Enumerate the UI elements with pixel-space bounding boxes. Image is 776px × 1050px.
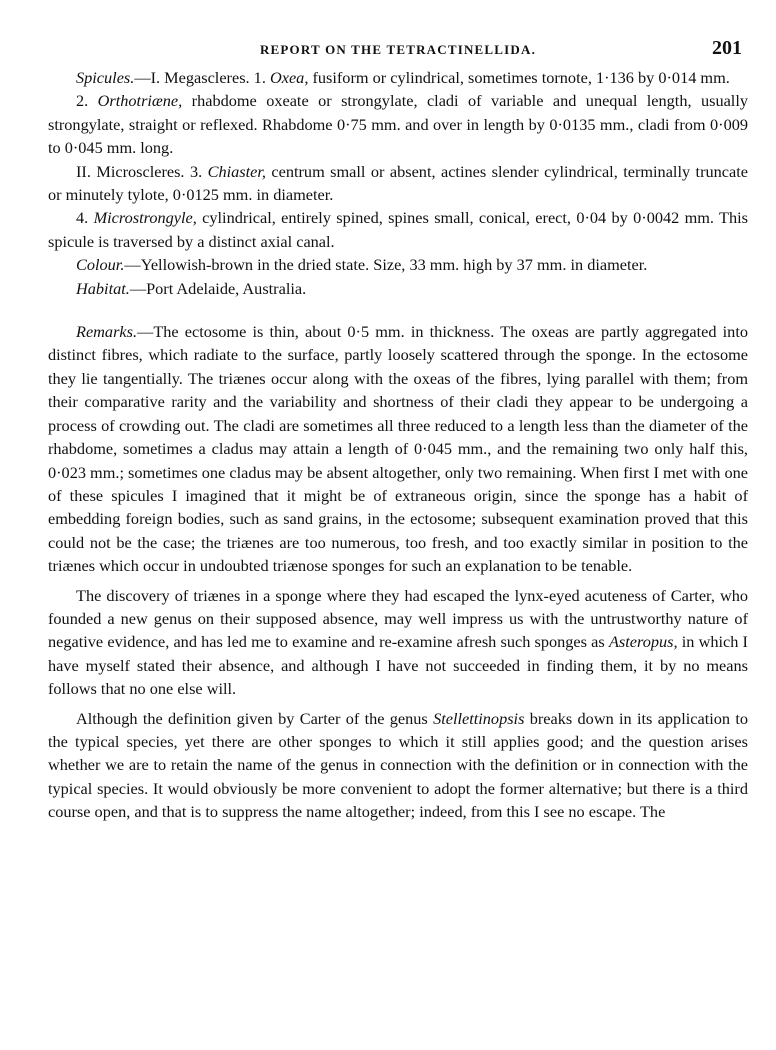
remarks-label: Remarks. [76,322,138,342]
discovery-text-a: The discovery of triænes in a sponge where they had escaped the lynx-eyed acuteness of Carter, who founded a new genus on their supposed absence, may well impress us with the untrustworthy nature of negative evidence, and has led me to examine and re-examine afresh such sponges as [48,585,748,652]
spicules-label: Spicules. [76,68,135,87]
microstrongyle-text: cylindrical, entirely spined, spines small, conical, erect, 0·04 by 0·0042 mm. This spicule is traversed by a distinct axial canal. [48,208,748,251]
orthotriaene-text: rhabdome oxeate or strongylate, cladi of variable and unequal length, usually strongylate, straight or reflexed. Rhabdome 0·75 mm. and over in length by 0·0135 mm., cladi from 0·009 to 0·045 mm. long. [48,91,748,158]
body-text [48,66,748,824]
running-title: REPORT ON THE TETRACTINELLIDA. [259,42,537,57]
microstrongyle-paragraph [48,206,748,253]
spicules-megascleres-oxea [48,66,748,89]
habitat-paragraph [48,277,748,300]
discovery-text-b: in which I have myself stated their absence, and although I have not succeeded in finding them, it by no means follows that no one else will. [48,632,748,699]
remarks-text: —The ectosome is thin, about 0·5 mm. in thickness. The oxeas are partly aggregated into distinct fibres, which radiate to the surface, partly loosely scattered through the sponge. In the ectosome they lie tangentially. The triænes occur along with the oxeas of the fibres, lying parallel with them; from their comparative rarity and the variability and shortness of their cladi they appear to be undergoing a process of crowding out. The cladi are sometimes all three reduced to a length less than the diameter of the rhabdome, sometimes a cladus may attain a length of 0·045 mm., and the remaining two only half this, 0·023 mm.; sometimes one cladus may be absent altogether, only two remaining. When first I met with one of these spicules I imagined that it might be of extraneous origin, since the sponge has a habit of embedding foreign bodies, such as sand grains, in the ectosome; subsequent examination proved that this could not be the case; the triænes are too numerous, too fresh, and too exactly similar in position to the triænes which occur in undoubted triænose sponges for such an explanation to be tenable. [48,322,748,576]
orthotriaene-name: Orthotriæne, [97,91,183,111]
definition-paragraph [48,707,748,824]
microscleres-chiaster [48,160,748,207]
orthotriaene-paragraph [48,89,748,159]
microstrongyle-name: Microstrongyle, [93,208,197,228]
definition-text-a: Although the definition given by Carter of the genus [76,708,434,728]
colour-text: —Yellowish-brown in the dried state. Size, 33 mm. high by 37 mm. in diameter. [124,255,648,275]
section-gap [48,300,748,320]
microscleres-intro: II. Microscleres. 3. [76,161,208,181]
discovery-paragraph [48,584,748,701]
remarks-paragraph [48,320,748,577]
colour-paragraph [48,253,748,276]
asteropus-name: Asteropus, [608,632,678,652]
stellettinopsis-name: Stellettinopsis [433,708,525,728]
chiaster-name: Chiaster, [207,161,266,181]
chiaster-text: centrum small or absent, actines slender cylindrical, terminally truncate or minutely tylote, 0·0125 mm. in diameter. [48,161,748,205]
page-number: 201 [712,37,742,59]
habitat-label: Habitat. [76,278,130,298]
oxea-name: Oxea, [269,68,309,87]
megascleres-intro: —I. Megascleres. 1. [134,68,270,87]
running-head [48,0,748,66]
microstrongyle-number: 4. [76,208,94,228]
colour-label: Colour. [76,255,125,275]
habitat-text: —Port Adelaide, Australia. [129,278,307,298]
oxea-text: fusiform or cylindrical, sometimes tornote, 1·136 by 0·014 mm. [308,68,730,87]
definition-text-b: breaks down in its application to the typical species, yet there are other sponges to which it still applies good; and the question arises whether we are to retain the name of the genus in connection with the definition or in connection with the typical species. It would obviously be more convenient to adopt the former alternative; but there is a third course open, and that is to suppress the name altogether; indeed, from this I see no escape. The [48,708,748,822]
orthotriaene-number: 2. [76,91,98,111]
